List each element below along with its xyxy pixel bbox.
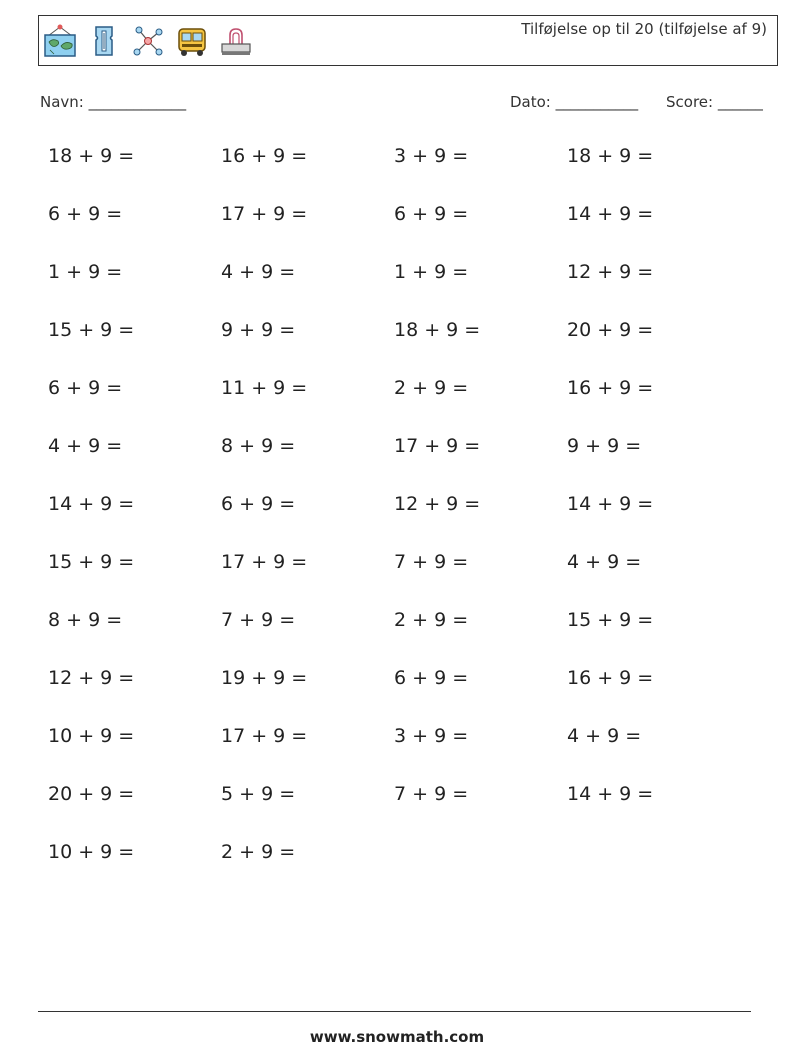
problem-item: 15 + 9 = — [567, 609, 654, 631]
problem-item: 14 + 9 = — [567, 203, 654, 225]
problem-item: 1 + 9 = — [48, 261, 123, 283]
problem-item: 18 + 9 = — [394, 319, 481, 341]
problem-item: 3 + 9 = — [394, 145, 469, 167]
molecule-icon — [131, 24, 165, 58]
problem-row — [48, 551, 748, 581]
problem-item: 12 + 9 = — [48, 667, 135, 689]
problem-item: 16 + 9 = — [221, 145, 308, 167]
footer-divider — [38, 1011, 751, 1012]
problem-row — [48, 725, 748, 755]
problem-row — [48, 667, 748, 697]
problem-row — [48, 319, 748, 349]
problem-row — [48, 783, 748, 813]
problem-item: 15 + 9 = — [48, 319, 135, 341]
problem-item: 2 + 9 = — [394, 377, 469, 399]
problem-item: 4 + 9 = — [221, 261, 296, 283]
problem-item: 1 + 9 = — [394, 261, 469, 283]
problem-item: 18 + 9 = — [567, 145, 654, 167]
school-bus-icon — [175, 24, 209, 58]
problem-item: 6 + 9 = — [48, 377, 123, 399]
problem-item: 18 + 9 = — [48, 145, 135, 167]
problem-item: 15 + 9 = — [48, 551, 135, 573]
problem-item: 9 + 9 = — [221, 319, 296, 341]
problem-item: 7 + 9 = — [221, 609, 296, 631]
problem-item: 6 + 9 = — [394, 667, 469, 689]
problem-item: 14 + 9 = — [567, 783, 654, 805]
problem-item: 4 + 9 = — [567, 725, 642, 747]
problem-item: 14 + 9 = — [48, 493, 135, 515]
problem-row — [48, 841, 748, 871]
problem-row — [48, 145, 748, 175]
problem-item: 10 + 9 = — [48, 841, 135, 863]
problem-item: 12 + 9 = — [394, 493, 481, 515]
problem-item: 2 + 9 = — [221, 841, 296, 863]
problem-item: 17 + 9 = — [221, 551, 308, 573]
problem-item: 3 + 9 = — [394, 725, 469, 747]
header-icons — [43, 21, 253, 61]
pencil-sharpener-icon — [87, 24, 121, 58]
problem-item: 10 + 9 = — [48, 725, 135, 747]
problem-item: 11 + 9 = — [221, 377, 308, 399]
problem-row — [48, 261, 748, 291]
problem-item: 4 + 9 = — [567, 551, 642, 573]
map-icon — [43, 24, 77, 58]
problem-item: 17 + 9 = — [394, 435, 481, 457]
problem-item: 9 + 9 = — [567, 435, 642, 457]
problem-item: 17 + 9 = — [221, 725, 308, 747]
problem-row — [48, 493, 748, 523]
problem-item: 7 + 9 = — [394, 783, 469, 805]
problem-item: 14 + 9 = — [567, 493, 654, 515]
worksheet-title: Tilføjelse op til 20 (tilføjelse af 9) — [521, 20, 767, 38]
binder-clip-icon — [219, 24, 253, 58]
problem-item: 12 + 9 = — [567, 261, 654, 283]
problem-row — [48, 377, 748, 407]
problem-item: 7 + 9 = — [394, 551, 469, 573]
problem-item: 17 + 9 = — [221, 203, 308, 225]
problem-row — [48, 203, 748, 233]
worksheet-header — [38, 15, 778, 66]
problem-item: 4 + 9 = — [48, 435, 123, 457]
footer-url: www.snowmath.com — [309, 1028, 485, 1046]
problem-item: 19 + 9 = — [221, 667, 308, 689]
problem-item: 5 + 9 = — [221, 783, 296, 805]
problem-item: 6 + 9 = — [221, 493, 296, 515]
problem-row — [48, 435, 748, 465]
problem-item: 2 + 9 = — [394, 609, 469, 631]
problem-item: 6 + 9 = — [394, 203, 469, 225]
score-field-label: Score: ______ — [666, 93, 763, 111]
problem-row — [48, 609, 748, 639]
problem-item: 20 + 9 = — [567, 319, 654, 341]
problem-item: 6 + 9 = — [48, 203, 123, 225]
problem-item: 16 + 9 = — [567, 667, 654, 689]
problem-item: 16 + 9 = — [567, 377, 654, 399]
date-field-label: Dato: ___________ — [510, 93, 639, 111]
problem-item: 20 + 9 = — [48, 783, 135, 805]
problem-item: 8 + 9 = — [48, 609, 123, 631]
name-field-label: Navn: _____________ — [40, 93, 187, 111]
problem-item: 8 + 9 = — [221, 435, 296, 457]
